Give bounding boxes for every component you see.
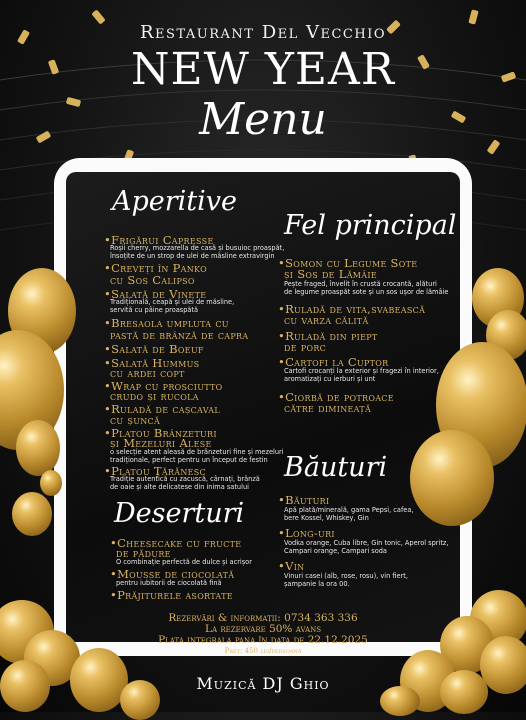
deserturi-item-1-line2: de pădure <box>116 546 171 560</box>
bauturi-item-1: •Băuturi <box>278 493 330 507</box>
aperitive-item-3: •Salată de Vinete <box>104 287 207 301</box>
aperitive-item-10-desc-2: de oaie și alte delicatese din inima satului <box>110 483 249 491</box>
deserturi-item-2-desc: pentru iubitorii de ciocolată fină <box>116 579 222 587</box>
aperitive-item-3-desc-2: servită cu pâine proaspătă <box>110 306 199 314</box>
menu-subtitle: Menu <box>199 94 327 145</box>
aperitive-item-7-line2: crudo și rucola <box>110 389 199 403</box>
footer-reservations: Rezervări & informații: 0734 363 336 <box>168 612 358 624</box>
aperitive-item-2: •Creveți în Panko <box>104 261 207 275</box>
aperitive-item-6-line2: cu ardei copt <box>110 366 185 380</box>
fel-principal-item-1-line2: și Sos de Lămâie <box>284 267 377 281</box>
fel-principal-item-2: •Ruladă de vita,svabească <box>278 302 426 316</box>
aperitive-item-9-desc-1: o selecție atent aleasă de brânzeturi fine și mezeluri <box>110 448 284 456</box>
aperitive-item-8: •Ruladă de cașcaval <box>104 402 220 416</box>
footer-price: Preț: 450 lei/persoană <box>224 647 302 655</box>
bauturi-title: Băuturi <box>284 452 388 483</box>
aperitive-item-2-line2: cu Sos Calipso <box>110 273 195 287</box>
aperitive-item-1-desc-2: însoțite de un strop de ulei de măsline extravirgin <box>110 252 275 260</box>
aperitive-item-10-desc-1: Tradiție autentică cu zacuscă, cârnați, brânză <box>110 475 260 483</box>
aperitive-item-9-line2: și Mezeluri Alese <box>110 436 212 450</box>
fel-principal-item-5-line2: către dimineață <box>284 401 372 415</box>
aperitive-item-3-desc-1: Tradițională, ceapă și ulei de măsline, <box>110 298 235 306</box>
bauturi-item-2-desc-1: Vodka orange, Cuba libre, Gin tonic, Aperol spritz, <box>284 539 449 547</box>
fel-principal-title: Fel principal <box>284 210 457 241</box>
aperitive-item-10: •Platou Țărănesc <box>104 464 206 478</box>
fel-principal-item-2-line2: cu varza călită <box>284 313 369 327</box>
bauturi-item-2-desc-2: Campari orange, Campari soda <box>284 547 387 555</box>
bauturi-item-1-desc-2: bere Kossel, Whiskey, Gin <box>284 514 369 522</box>
aperitive-item-1-desc-1: Roșii cherry, mozzarella de casă și busuioc proaspăt, <box>110 244 285 252</box>
fel-principal-item-4-desc-1: Cartofi crocanți la exterior și fragezi în interior, <box>284 367 439 375</box>
aperitive-item-8-line2: cu șuncă <box>110 413 161 427</box>
aperitive-item-6: •Salată Hummus <box>104 356 200 370</box>
aperitive-item-4: •Bresaola umpluta cu <box>104 316 229 330</box>
aperitive-item-9-desc-2: tradiționale, perfect pentru un început de festin <box>110 456 268 464</box>
bauturi-item-1-desc-1: Apă plată/minerală, gama Pepsi, cafea, <box>284 506 414 514</box>
fel-principal-item-3-line2: de porc <box>284 340 327 354</box>
aperitive-item-5: •Salată de Boeuf <box>104 342 204 356</box>
restaurant-name: Restaurant Del Vecchio <box>140 22 386 43</box>
deserturi-title: Deserturi <box>114 498 245 529</box>
aperitive-item-1: •Frigărui Capresse <box>104 233 214 247</box>
deserturi-item-1: •Cheesecake cu fructe <box>110 536 242 550</box>
fel-principal-item-4-desc-2: aromatizați cu ierburi și unt <box>284 375 376 383</box>
bauturi-item-2: •Long-uri <box>278 526 335 540</box>
deserturi-item-1-desc: O combinație perfectă de dulce și acrișor <box>116 558 252 566</box>
deserturi-item-3: •Prăjiturele asortate <box>110 588 233 602</box>
fel-principal-item-1-desc-2: de legume proaspăt sote și un sos ușor de lămâie <box>284 288 449 296</box>
deserturi-item-2: •Mousse de ciocolată <box>110 567 235 581</box>
bauturi-item-3-desc-2: șampanie la ora 00. <box>284 580 350 588</box>
footer-deposit: La rezervare 50% avans <box>204 623 322 635</box>
fel-principal-item-3: •Ruladă din piept <box>278 329 378 343</box>
fel-principal-item-4: •Cartofi la Cuptor <box>278 355 389 369</box>
bauturi-item-3: •Vin <box>278 559 305 573</box>
aperitive-item-4-line2: pastă de brânză de capra <box>110 328 249 342</box>
aperitive-item-7: •Wrap cu prosciutto <box>104 379 223 393</box>
menu-title: NEW YEAR <box>131 44 395 95</box>
music-dj: Muzică DJ Ghio <box>196 674 330 693</box>
bauturi-item-3-desc-1: Vinuri casei (alb, rose, rosu), vin fiert, <box>284 572 408 580</box>
fel-principal-item-5: •Ciorbă de potroace <box>278 390 394 404</box>
footer-payment: Plata integrala pana în data de 22.12.2025 <box>158 634 368 646</box>
fel-principal-item-1: •Somon cu Legume Sote <box>278 256 418 270</box>
aperitive-item-9: •Platou Brânzeturi <box>104 426 217 440</box>
aperitive-title: Aperitive <box>112 186 238 217</box>
fel-principal-item-1-desc-1: Pește fraged, învelit în crustă crocantă, alături <box>284 280 437 288</box>
